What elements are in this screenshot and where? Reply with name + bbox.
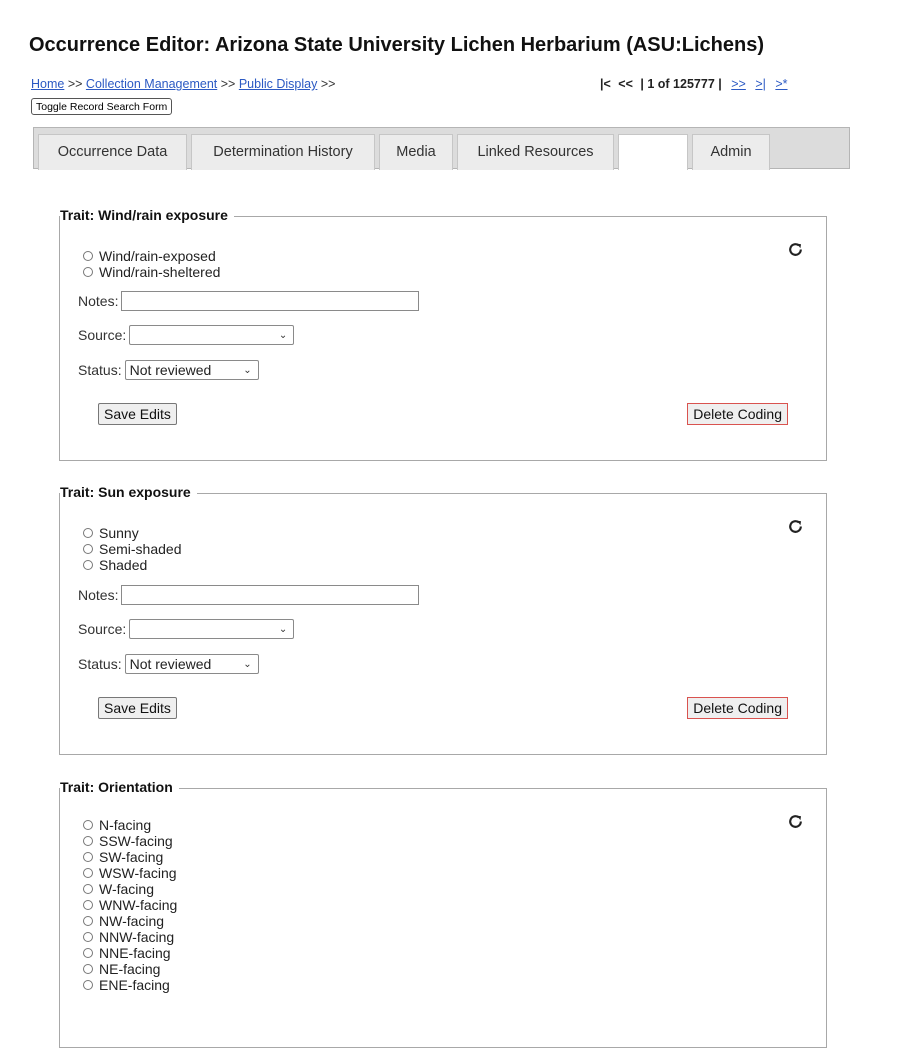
- breadcrumb-home-link[interactable]: Home: [31, 77, 65, 91]
- option-label: Sunny: [99, 525, 139, 541]
- trait-option: [83, 977, 177, 993]
- source-label: Source:: [78, 327, 127, 343]
- status-label: Status:: [78, 656, 122, 672]
- trait-option: [83, 865, 177, 881]
- option-label: NW-facing: [99, 913, 165, 929]
- source-select[interactable]: [129, 325, 294, 345]
- radio-button[interactable]: [83, 267, 93, 277]
- option-label: SW-facing: [99, 849, 164, 865]
- save-edits-button[interactable]: Save Edits: [98, 697, 177, 719]
- trait-options: [83, 248, 220, 280]
- notes-field[interactable]: [121, 291, 419, 311]
- radio-button[interactable]: [83, 820, 93, 830]
- option-label: W-facing: [99, 881, 154, 897]
- source-row: [78, 325, 294, 345]
- breadcrumb: [31, 77, 335, 91]
- trait-legend: Trait: Orientation: [60, 779, 179, 795]
- breadcrumb-separator: >>: [320, 77, 336, 91]
- trait-option: [83, 913, 177, 929]
- radio-button[interactable]: [83, 868, 93, 878]
- toggle-record-search-button[interactable]: Toggle Record Search Form: [31, 98, 172, 115]
- delete-coding-button[interactable]: Delete Coding: [687, 403, 788, 425]
- trait-option: [83, 881, 177, 897]
- radio-button[interactable]: [83, 948, 93, 958]
- chevron-down-icon: ⌄: [243, 364, 252, 376]
- status-row: [78, 654, 259, 674]
- tab-admin[interactable]: Admin: [692, 134, 770, 170]
- pager-new-record-link[interactable]: >*: [775, 77, 788, 91]
- record-pager: [600, 77, 788, 91]
- notes-label: Notes:: [78, 587, 119, 603]
- notes-label: Notes:: [78, 293, 119, 309]
- radio-button[interactable]: [83, 932, 93, 942]
- traits-panel: [33, 168, 850, 1028]
- status-select[interactable]: [125, 654, 259, 674]
- option-label: Wind/rain-exposed: [99, 248, 216, 264]
- radio-button[interactable]: [83, 900, 93, 910]
- option-label: WNW-facing: [99, 897, 178, 913]
- notes-row: [78, 291, 419, 311]
- chevron-down-icon: ⌄: [278, 329, 288, 341]
- radio-button[interactable]: [83, 980, 93, 990]
- trait-option: [83, 961, 177, 977]
- radio-button[interactable]: [83, 560, 93, 570]
- trait-option: [83, 945, 177, 961]
- trait-option: [83, 817, 177, 833]
- pager-prev: <<: [618, 77, 633, 91]
- tab-media[interactable]: Media: [379, 134, 453, 170]
- status-select[interactable]: [125, 360, 259, 380]
- breadcrumb-public-display-link[interactable]: Public Display: [238, 77, 318, 91]
- trait-option: [83, 525, 182, 541]
- status-value: Not reviewed: [129, 656, 212, 672]
- trait-legend: Trait: Sun exposure: [60, 484, 197, 500]
- option-label: ENE-facing: [99, 977, 170, 993]
- pager-first: |<: [600, 77, 611, 91]
- tab-bar: [33, 127, 850, 169]
- radio-button[interactable]: [83, 916, 93, 926]
- save-edits-button[interactable]: Save Edits: [98, 403, 177, 425]
- option-label: NNE-facing: [99, 945, 171, 961]
- pager-last-link[interactable]: >|: [755, 77, 766, 91]
- tab-occurrence-data[interactable]: Occurrence Data: [38, 134, 187, 170]
- trait-options: [83, 817, 177, 993]
- radio-button[interactable]: [83, 544, 93, 554]
- refresh-icon[interactable]: [787, 518, 804, 535]
- trait-wind-rain-fieldset: [59, 207, 827, 461]
- radio-button[interactable]: [83, 964, 93, 974]
- breadcrumb-separator: >>: [67, 77, 83, 91]
- radio-button[interactable]: [83, 852, 93, 862]
- trait-legend: Trait: Wind/rain exposure: [60, 207, 234, 223]
- radio-button[interactable]: [83, 836, 93, 846]
- tab-determination-history[interactable]: Determination History: [191, 134, 375, 170]
- trait-option: [83, 264, 220, 280]
- option-label: Semi-shaded: [99, 541, 182, 557]
- pager-next-link[interactable]: >>: [731, 77, 746, 91]
- option-label: WSW-facing: [99, 865, 177, 881]
- trait-option: [83, 929, 177, 945]
- status-label: Status:: [78, 362, 122, 378]
- refresh-icon[interactable]: [787, 241, 804, 258]
- trait-option: [83, 541, 182, 557]
- status-value: Not reviewed: [129, 362, 212, 378]
- source-row: [78, 619, 294, 639]
- radio-button[interactable]: [83, 884, 93, 894]
- option-label: NE-facing: [99, 961, 161, 977]
- pager-position: | 1 of 125777 |: [640, 77, 722, 91]
- trait-sun-exposure-fieldset: [59, 484, 827, 755]
- notes-row: [78, 585, 419, 605]
- trait-orientation-fieldset: [59, 779, 827, 1048]
- option-label: NNW-facing: [99, 929, 175, 945]
- source-label: Source:: [78, 621, 127, 637]
- option-label: Wind/rain-sheltered: [99, 264, 221, 280]
- option-label: N-facing: [99, 817, 152, 833]
- tab-linked-resources[interactable]: Linked Resources: [457, 134, 614, 170]
- trait-option: [83, 833, 177, 849]
- chevron-down-icon: ⌄: [278, 623, 288, 635]
- trait-option: [83, 897, 177, 913]
- refresh-icon[interactable]: [787, 813, 804, 830]
- source-select[interactable]: [129, 619, 294, 639]
- option-label: SSW-facing: [99, 833, 173, 849]
- trait-option: [83, 557, 182, 573]
- page-title: Occurrence Editor: Arizona State University Lichen Herbarium (ASU:Lichens): [29, 34, 764, 56]
- notes-field[interactable]: [121, 585, 419, 605]
- delete-coding-button[interactable]: Delete Coding: [687, 697, 788, 719]
- option-label: Shaded: [99, 557, 148, 573]
- breadcrumb-separator: >>: [220, 77, 236, 91]
- trait-options: [83, 525, 182, 573]
- trait-option: [83, 849, 177, 865]
- chevron-down-icon: ⌄: [243, 658, 252, 670]
- trait-option: [83, 248, 220, 264]
- breadcrumb-collection-management-link[interactable]: Collection Management: [85, 77, 218, 91]
- tab-traits[interactable]: Traits: [618, 134, 688, 170]
- radio-button[interactable]: [83, 251, 93, 261]
- status-row: [78, 360, 259, 380]
- radio-button[interactable]: [83, 528, 93, 538]
